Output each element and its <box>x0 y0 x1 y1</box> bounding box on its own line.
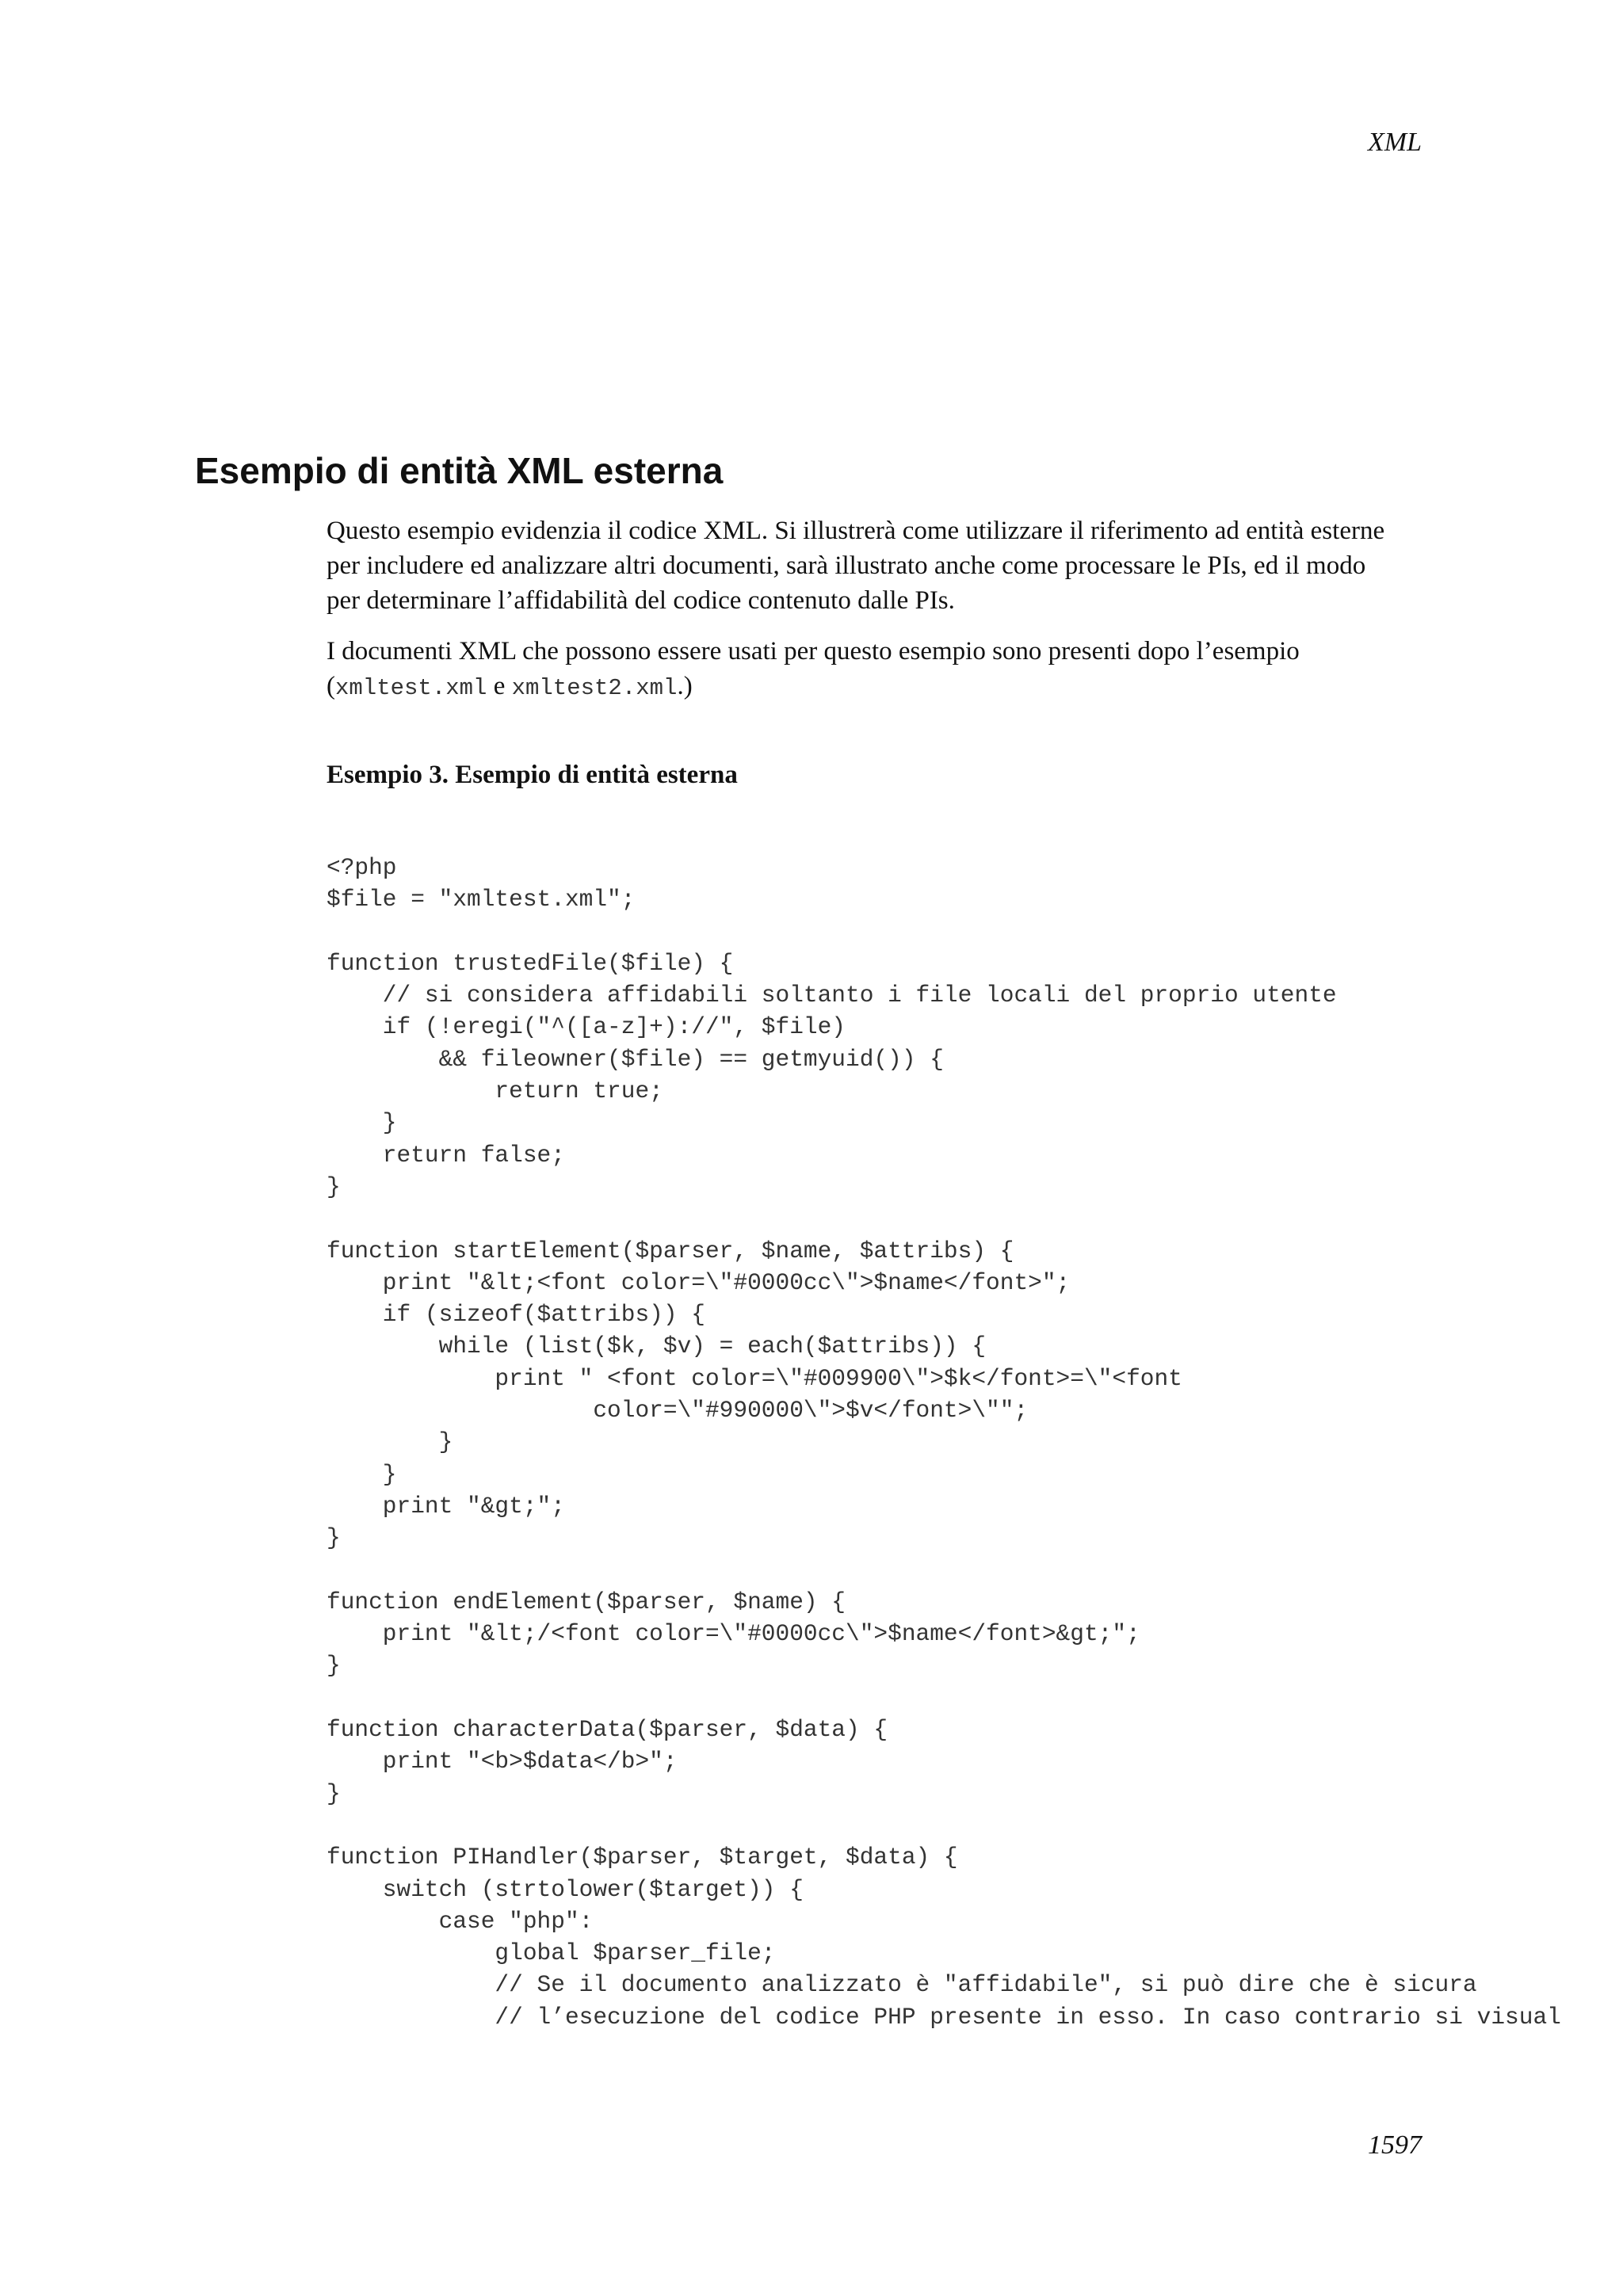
files-paragraph-text: I documenti XML che possono essere usati per questo esempio sono presenti dopo l’esempio <box>327 637 1300 666</box>
conjunction: e <box>487 672 512 700</box>
paren-close: .) <box>677 672 693 700</box>
page-number: 1597 <box>1368 2130 1422 2160</box>
section-title: Esempio di entità XML esterna <box>195 450 724 491</box>
example-title: Esempio 3. Esempio di entità esterna <box>327 761 738 789</box>
filename-xmltest: xmltest.xml <box>335 675 487 701</box>
intro-paragraph: Questo esempio evidenzia il codice XML. Si illustrerà come utilizzare il riferimento ad entità esterne per includere ed analizzare altri documenti, sarà illustrato anche come processare le PIs, ed il modo per determinare l’affidabilità del codice contenuto dalle PIs. <box>327 517 1385 615</box>
paren-open: ( <box>327 672 335 700</box>
files-paragraph <box>327 634 1436 706</box>
running-header-title: XML <box>1368 128 1422 157</box>
code-listing: <?php $file = "xmltest.xml"; function trustedFile($file) { // si considera affidabili soltanto i file locali del proprio utente if (!eregi("^([a-z]+)://", $file) && fileowner($file) == getmyuid()) { return true; } return false; } function startElement($parser, $name, $attribs) { print "&lt;<font color=\"#0000cc\">$name</font>"; if (sizeof($attribs)) { while (list($k, $v) = each($attribs)) { print " <font color=\"#009900\">$k</font>=\"<font color=\"#990000\">$v</font>\""; } } print "&gt;"; } function endElement($parser, $name) { print "&lt;/<font color=\"#0000cc\">$name</font>&gt;"; } function characterData($parser, $data) { print "<b>$data</b>"; } function PIHandler($parser, $target, $data) { switch (strtolower($target)) { case "php": global $parser_file; // Se il documento analizzato è "affidabile", si può dire che è sicura // l’esecuzione del codice PHP presente in esso. In caso contrario si visual <box>327 854 1561 2031</box>
filename-xmltest2: xmltest2.xml <box>511 675 678 701</box>
